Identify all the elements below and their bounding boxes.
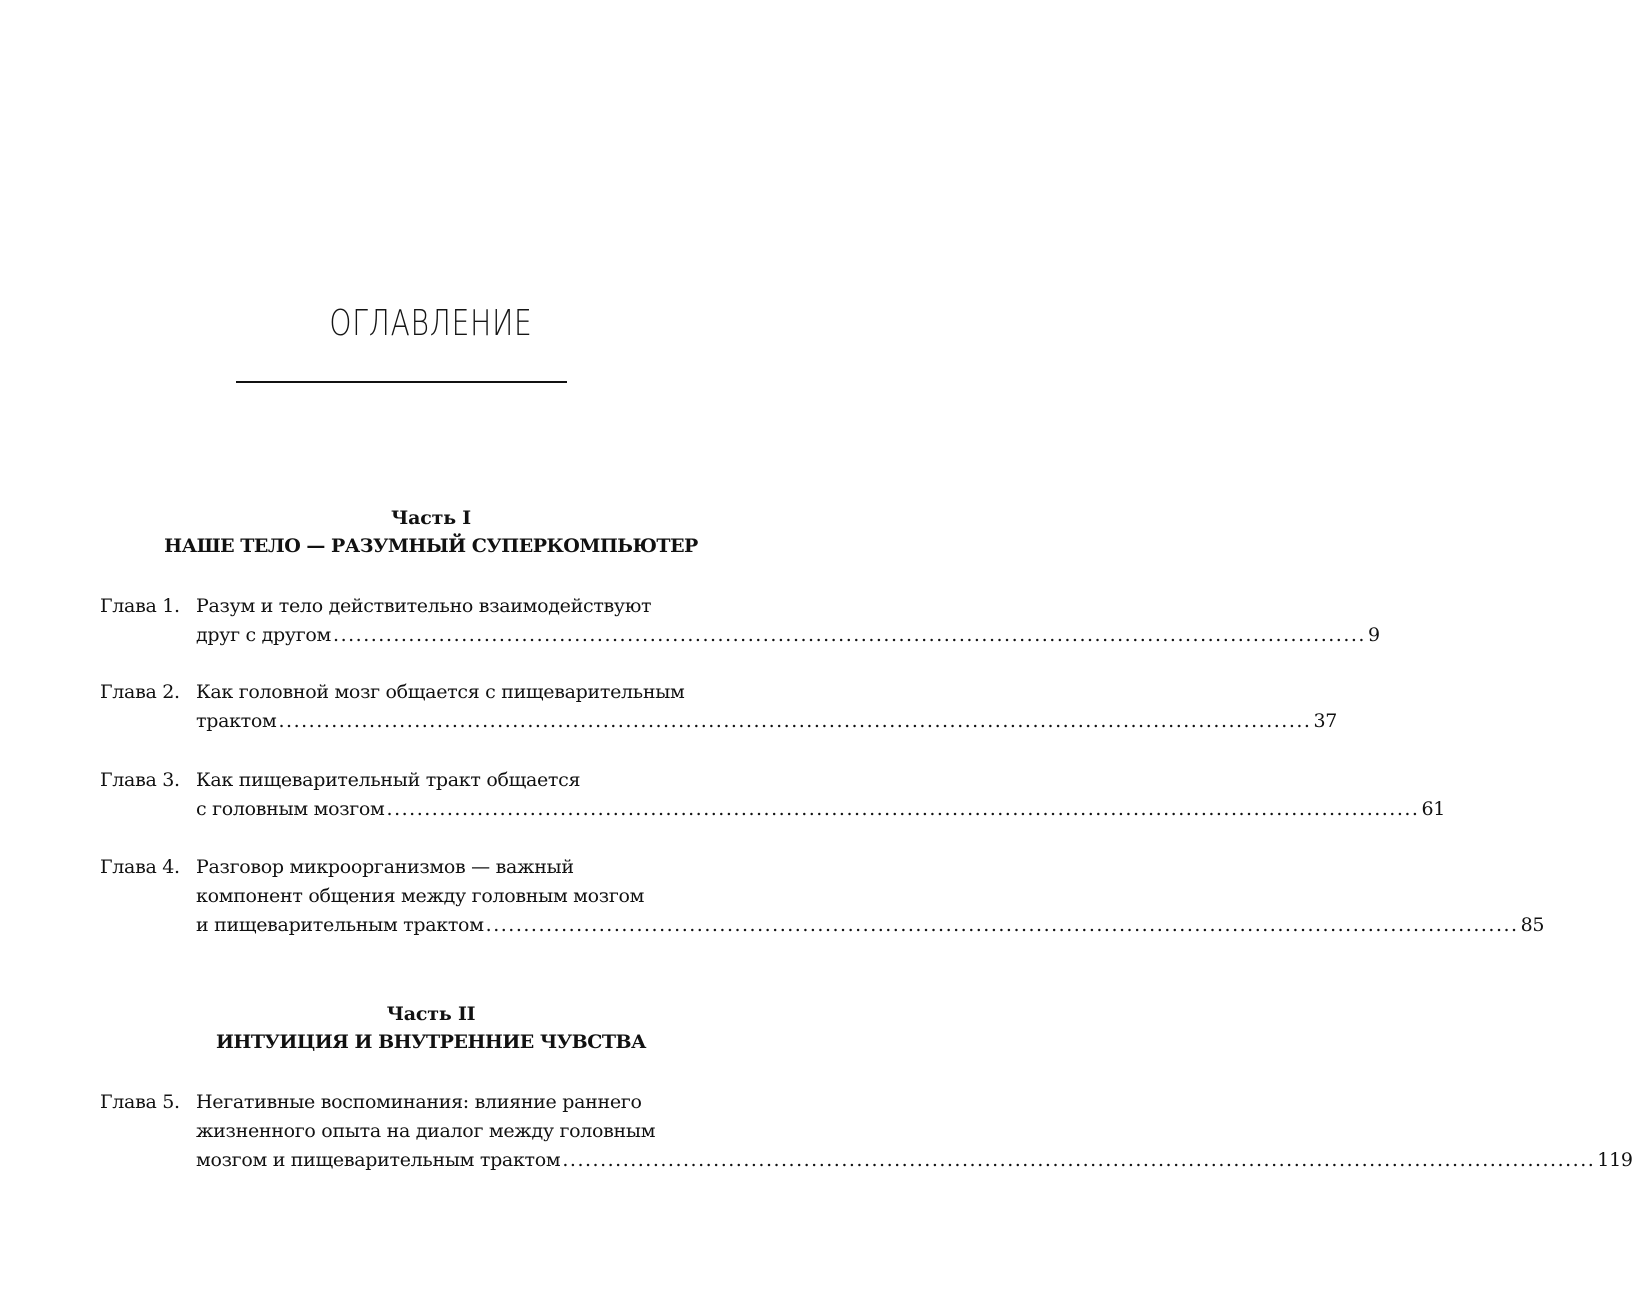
chapter-title-line: компонент общения между головным мозгом xyxy=(196,885,645,907)
chapter-title-line: с головным мозгом xyxy=(196,798,385,820)
dot-leader: ......................................................................................................................................... xyxy=(333,624,1366,646)
chapter-title-line: и пищеварительным трактом xyxy=(196,914,484,936)
chapter-title-line: Как головной мозг общается с пищеварительным xyxy=(196,681,685,703)
page-number: 119 xyxy=(1597,1149,1633,1171)
chapter-title-line: Негативные воспоминания: влияние раннего xyxy=(196,1091,642,1113)
chapter-title-line: Как пищеварительный тракт общается xyxy=(196,769,581,791)
part-title: ИНТУИЦИЯ И ВНУТРЕННИЕ ЧУВСТВА xyxy=(215,1031,647,1053)
page-number: 85 xyxy=(1520,914,1545,936)
dot-leader: ......................................................................................................................................... xyxy=(278,710,1312,732)
dot-leader: ......................................................................................................................................... xyxy=(562,1149,1596,1171)
page-number: 9 xyxy=(1367,624,1380,646)
page-number: 37 xyxy=(1313,710,1338,732)
chapter-title-line: трактом xyxy=(196,710,277,732)
part-title: НАШЕ ТЕЛО — РАЗУМНЫЙ СУПЕРКОМПЬЮТЕР xyxy=(164,535,698,557)
dot-leader: ......................................................................................................................................... xyxy=(386,798,1420,820)
chapter-title-line: мозгом и пищеварительным трактом xyxy=(196,1149,561,1171)
part-label: Часть I xyxy=(391,507,471,529)
chapter-number: Глава 5. xyxy=(100,1091,180,1113)
part-heading xyxy=(0,504,862,560)
chapter-number: Глава 4. xyxy=(100,856,180,878)
chapter-number: Глава 3. xyxy=(100,769,180,791)
chapter-number: Глава 2. xyxy=(100,681,180,703)
dot-leader: ......................................................................................................................................... xyxy=(485,914,1519,936)
chapter-title-line: Разум и тело действительно взаимодействуют xyxy=(196,595,652,617)
chapter-number: Глава 1. xyxy=(100,595,180,617)
part-heading xyxy=(0,1000,862,1056)
toc-title: ОГЛАВЛЕНИЕ xyxy=(329,303,533,344)
title-divider xyxy=(236,381,567,383)
chapter-title-line: жизненного опыта на диалог между головным xyxy=(196,1120,656,1142)
chapter-title-line: Разговор микроорганизмов — важный xyxy=(196,856,574,878)
page-number: 61 xyxy=(1421,798,1446,820)
part-label: Часть II xyxy=(386,1003,476,1025)
chapter-title-line: друг с другом xyxy=(196,624,332,646)
